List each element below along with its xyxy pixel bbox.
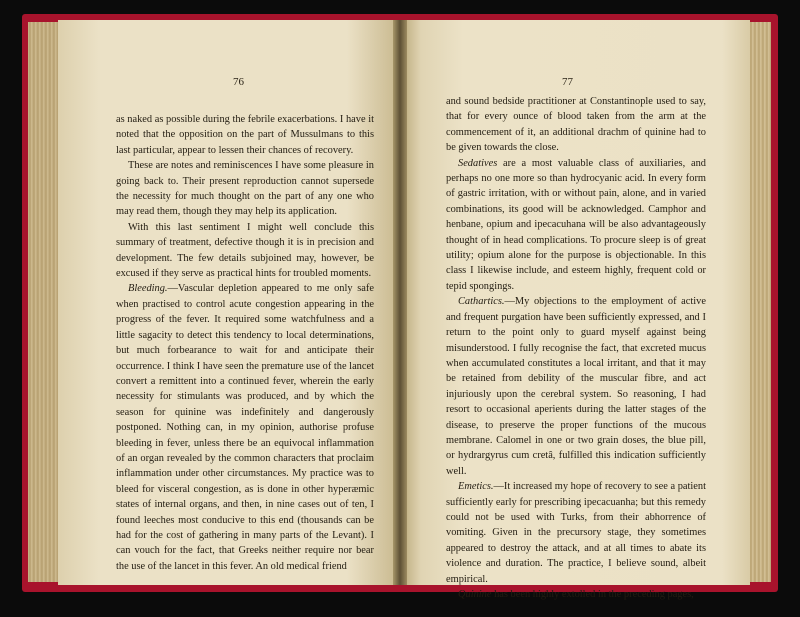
paragraph-sedatives: [446, 156, 706, 295]
right-page: [400, 20, 750, 600]
left-page: [58, 20, 398, 585]
section-run-in: Bleeding.: [128, 283, 168, 295]
paragraph: and sound bedside practitioner at Constantinople used to say, that for every ounce of blood taken from the arm at the commencement of it, an additional drachm of quinine had to be given towards the close.: [446, 96, 706, 154]
section-run-in: Quinine: [458, 589, 492, 600]
paragraph-emetics: [446, 479, 706, 587]
page-number: 77: [562, 76, 573, 88]
section-run-in: Sedatives: [458, 157, 498, 169]
paragraph-text: are a most valuable class of auxiliaries, and perhaps no one more so than hydrocyanic acid. In every form of gastric irritation, with or without pain, alone, and in varied combinations, its good will be acknowledged. Camphor and henbane, opium and ipecacuhana will be also advantageously thought of in head complications. To procure sleep is of great utility; opium alone for the purpose is objectionable. In this class I likewise include, and esteem highly, frequent cold or tepid spongings.: [446, 157, 706, 292]
paragraph-text: —Vascular depletion appeared to me only safe when practised to control acute congestion appearing in the progress of the fever. It required some watchfulness and a little sagacity to detect this tendency to local determinations, but much forbearance to wait for and anticipate their occurrence. I think I have seen the premature use of the lancet convert a remittent into a continued fever, wherein the early necessity for stimulants was produced, and by which the season for quinine was indefinitely and dangerously postponed. Nothing can, in my opinion, authorise profuse bleeding in fever, unless there be an equivocal inflammation of an organ revealed by the common characters that proclaim inflammation under other circumstances. My practice was to bleed for visceral congestion, as is done in other hyperæmic states of internal organs, and then, in nine cases out of ten, I found leeches most conducive to this end (thousands can be had for the cost of gathering in many parts of the Levant). I can vouch for the fact, that Greeks neither require nor bear the use of the lancet in this fever. An old medical friend: [116, 283, 374, 572]
paragraph-text: —It increased my hope of recovery to see a patient sufficiently early for prescribing ipecacuanha; but this remedy could not be used with Turks, from their abhorrence of vomiting. Given in the precursory stage, they sometimes appeared to destroy the attack, and at all times to abate its violence and duration. The practice, I believe sound, albeit empirical.: [446, 481, 706, 585]
paragraph-text: has been highly extolled in the preceding pages,: [491, 589, 694, 600]
paragraph: With this last sentiment I might well conclude this summary of treatment, defective though it is in precision and development. The few details subjoined may, however, be excused if they serve as practical hints for troubled moments.: [116, 221, 374, 280]
paragraph: as naked as possible during the febrile exacerbations. I have it noted that the opposition on the part of Mussulmans to this last particular, appear to lessen their chances of recovery.: [116, 114, 374, 156]
page-body: [446, 94, 706, 602]
paragraph: These are notes and reminiscences I have some pleasure in going back to. Their present reproduction cannot supersede the necessity for much thought on the part of any one who may read them, though they may help its application.: [116, 160, 374, 218]
paragraph-quinine: [446, 587, 706, 602]
page-number: 76: [233, 76, 244, 88]
section-run-in: Cathartics.: [458, 296, 505, 308]
page-body: [116, 112, 374, 574]
paragraph-bleeding: [116, 281, 374, 574]
book-gutter: [393, 20, 407, 585]
paragraph-text: —My objections to the employment of active and frequent purgation have been sufficiently expressed, and I return to the point only to guard myself against being misunderstood. I fully recognise the fact, that excreted mucus when accumulated constitutes a local irritant, and that it may be retained from debility of the muscular fibre, and act injuriously upon the cerebral system. So reasoning, I had resort to occasional aperients during the latter stages of the disease, to preserve the proper functions of the mucous membrane. Calomel in one or two grain doses, the blue pill, or hydrargyrus cum cretâ, fulfilled this indication sufficiently well.: [446, 296, 706, 477]
paragraph-cathartics: [446, 294, 706, 479]
section-run-in: Emetics.: [458, 481, 494, 493]
